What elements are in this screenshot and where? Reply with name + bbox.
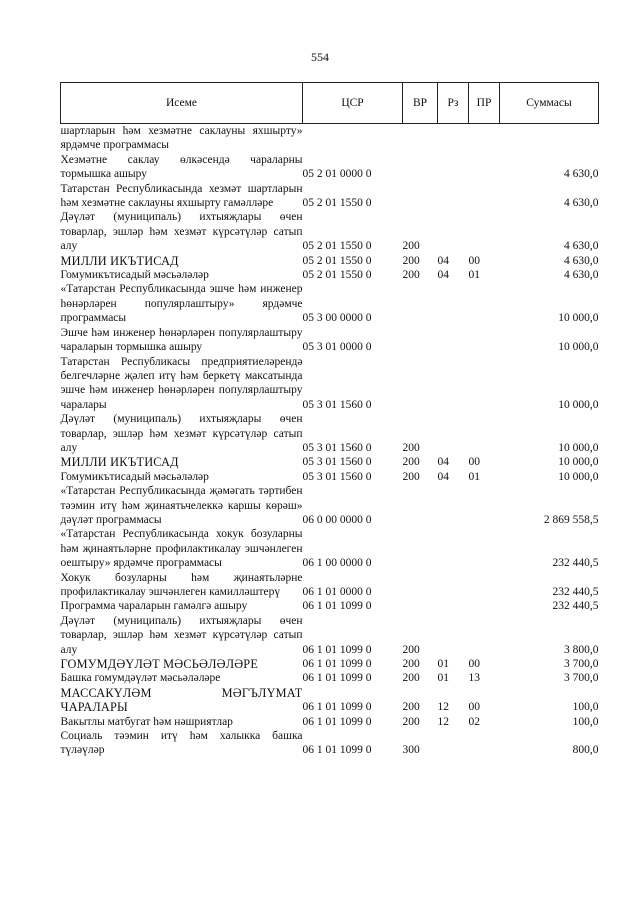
cell-vr [403,124,438,153]
cell-rz [438,729,469,758]
cell-sum: 800,0 [572,744,599,757]
table-row [61,614,599,657]
cell-vr [403,571,438,600]
cell-rz [438,484,469,527]
cell-rz [438,614,469,657]
cell-pr [469,326,500,355]
cell-pr [469,210,500,253]
cell-rz [438,153,469,182]
cell-rz [438,599,469,613]
cell-name: «Татарстан Республикасында җәмәгать тәртибен тәэмин итү һәм җинаятьчелеккә каршы көрәш» дәүләт программасы [60,485,303,526]
cell-vr: 200 [402,254,420,267]
cell-name: Дәүләт (муниципаль) ихтыяҗлары өчен товарлар, эшләр һәм хезмәт күрсәтүләр сатып алу [60,614,303,656]
table-row [61,153,599,182]
cell-csr: 05 2 01 1550 0 [302,197,372,210]
cell-csr: 05 3 01 1560 0 [302,470,372,483]
table-body [61,124,599,758]
cell-sum: 10 000,0 [558,312,599,325]
table-row [61,268,599,282]
cell-csr: 05 3 01 1560 0 [302,456,372,469]
table-row [61,729,599,758]
cell-sum: 232 440,5 [552,586,599,598]
cell-csr: 05 3 01 1560 0 [302,441,372,454]
cell-pr: 01 [468,269,480,282]
cell-pr: 00 [468,701,480,714]
cell-vr: 200 [402,441,420,454]
cell-pr: 13 [468,672,480,685]
cell-csr: 06 1 01 1099 0 [302,643,372,656]
cell-vr: 200 [402,470,420,483]
cell-sum: 3 700,0 [564,672,599,685]
cell-rz [438,210,469,253]
header-sum: Суммасы [500,83,599,124]
cell-vr [403,527,438,570]
cell-csr: 05 2 01 1550 0 [302,254,372,267]
cell-rz: 04 [437,254,449,267]
cell-name: МАССАКҮЛӘМ МӘГЪЛҮМАТ ЧАРАЛАРЫ [60,685,303,715]
table-row [61,210,599,253]
cell-pr [469,614,500,657]
page-number: 554 [311,50,329,64]
cell-vr [403,355,438,413]
cell-sum: 4 630,0 [564,197,599,210]
cell-name: Эшче һәм инженер һөнәрләрен популярлаштыру чараларын тормышка ашыру [60,326,303,354]
cell-csr: 05 3 01 1560 0 [302,398,372,411]
cell-name: Башка гомумдәүләт мәсьәләләре [60,672,221,685]
cell-sum: 4 630,0 [564,254,599,267]
cell-vr: 200 [402,715,420,728]
cell-name: МИЛЛИ ИКЪТИСАД [60,253,179,268]
cell-csr: 05 3 01 0000 0 [302,341,372,354]
cell-name: Дәүләт (муниципаль) ихтыяҗлары өчен товарлар, эшләр һәм хезмәт күрсәтүләр сатып алу [60,413,303,454]
cell-sum: 232 440,5 [552,557,599,570]
cell-csr: 06 1 00 0000 0 [302,557,372,570]
cell-name: Татарстан Республикасы предприятиеләрендә белгечләрне җәлеп итү һәм беркетү максатында эшче һәм инженер һөнәрләрен популярлаштыру чаралары [60,355,303,411]
cell-sum: 10 000,0 [558,398,599,411]
cell-csr: 06 1 01 1099 0 [302,701,372,714]
cell-rz [438,182,469,211]
cell-sum: 2 869 558,5 [543,513,599,526]
cell-pr [469,412,500,455]
header-rz: Рз [438,83,469,124]
cell-rz [438,326,469,355]
cell-pr [469,182,500,211]
cell-rz: 12 [437,715,449,728]
header-vr: ВР [403,83,438,124]
cell-vr [403,153,438,182]
cell-pr: 00 [468,254,480,267]
cell-name: Татарстан Республикасында хезмәт шартларын һәм хезмәтне саклауны яхшырту гамәлләре [60,182,303,210]
cell-rz: 01 [437,672,449,685]
cell-name: шартларын һәм хезмәтне саклауны яхшырту» ярдәмче программасы [60,125,303,152]
cell-sum: 3 700,0 [564,658,599,671]
table-row [61,282,599,325]
cell-csr: 06 1 01 0000 0 [302,586,372,598]
cell-sum: 4 630,0 [564,168,599,181]
cell-name: Социаль тәэмин итү һәм халыкка башка түләүләр [60,730,303,757]
table-row [61,484,599,527]
cell-vr [403,282,438,325]
cell-sum: 232 440,5 [552,600,599,613]
table-row [61,527,599,570]
cell-pr [469,282,500,325]
cell-vr [403,484,438,527]
table-row [61,671,599,685]
table-row [61,657,599,671]
cell-vr [403,599,438,613]
cell-pr: 00 [468,658,480,671]
cell-sum: 10 000,0 [558,441,599,454]
cell-rz [438,571,469,600]
cell-name: МИЛЛИ ИКЪТИСАД [60,455,179,470]
cell-vr: 200 [402,240,420,253]
cell-pr: 01 [468,470,480,483]
cell-sum [500,124,599,153]
cell-vr [403,326,438,355]
table-row [61,599,599,613]
cell-sum: 3 800,0 [564,643,599,656]
cell-sum: 100,0 [572,715,599,728]
cell-rz: 01 [437,658,449,671]
cell-vr: 200 [402,701,420,714]
cell-name: ГОМУМДӘҮЛӘТ МӘСЬӘЛӘЛӘРЕ [60,657,259,672]
cell-rz: 12 [437,701,449,714]
cell-csr: 06 1 01 1099 0 [302,744,372,757]
cell-csr: 06 1 01 1099 0 [302,658,372,671]
cell-rz: 04 [437,470,449,483]
cell-name: Хокук бозуларны һәм җинаятьләрне профилактикалау эшчәнлеген камилләштерү [60,571,303,598]
header-csr: ЦСР [303,83,403,124]
table-row [61,571,599,600]
cell-name: Дәүләт (муниципаль) ихтыяҗлары өчен товарлар, эшләр һәм хезмәт күрсәтүләр сатып алу [60,211,303,253]
cell-pr: 00 [468,456,480,469]
table-row [61,412,599,455]
cell-vr: 200 [402,672,420,685]
cell-pr [469,153,500,182]
cell-vr: 200 [402,269,420,282]
cell-rz [438,527,469,570]
table-row [61,182,599,211]
cell-csr: 05 2 01 1550 0 [302,240,372,253]
cell-name: Гомумикътисадый мәсьәләләр [60,269,209,282]
cell-pr [469,729,500,758]
table-row [61,355,599,413]
table-row [61,254,599,268]
cell-rz: 04 [437,269,449,282]
cell-name: Программа чараларын гамәлгә ашыру [60,600,248,613]
cell-name: Хезмәтне саклау өлкәсендә чараларны тормышка ашыру [60,153,303,181]
cell-csr: 05 2 01 0000 0 [302,168,372,181]
cell-pr [469,484,500,527]
cell-vr: 200 [402,456,420,469]
budget-table [60,82,599,758]
cell-rz: 04 [437,456,449,469]
cell-rz [438,412,469,455]
cell-name: «Татарстан Республикасында эшче һәм инженер һөнәрләрен популярлаштыру» ярдәмче программасы [60,283,303,325]
cell-sum: 10 000,0 [558,341,599,354]
table-row [61,686,599,715]
cell-vr: 200 [402,658,420,671]
cell-pr [469,599,500,613]
table-row [61,715,599,729]
cell-csr: 06 1 01 1099 0 [302,715,372,728]
cell-pr [469,355,500,413]
cell-rz [438,124,469,153]
cell-csr: 06 1 01 1099 0 [302,672,372,685]
cell-sum: 100,0 [572,701,599,714]
cell-csr: 05 2 01 1550 0 [302,269,372,282]
cell-rz [438,355,469,413]
table-row [61,455,599,469]
cell-csr: 06 1 01 1099 0 [302,600,372,613]
cell-name: Гомумикътисадый мәсьәләләр [60,470,209,483]
cell-csr [303,124,403,153]
cell-pr [469,527,500,570]
cell-sum: 4 630,0 [564,269,599,282]
cell-sum: 4 630,0 [564,240,599,253]
cell-pr [469,124,500,153]
table-header-row [61,83,599,124]
cell-pr: 02 [468,715,480,728]
cell-vr: 200 [402,643,420,656]
cell-csr: 06 0 00 0000 0 [302,513,372,526]
cell-sum: 10 000,0 [558,470,599,483]
cell-vr [403,182,438,211]
header-name: Исеме [61,83,303,124]
table-row [61,326,599,355]
table-row [61,470,599,484]
header-pr: ПР [469,83,500,124]
cell-name: Вакытлы матбугат һәм нәшриятлар [60,715,233,728]
cell-sum: 10 000,0 [558,456,599,469]
cell-name: «Татарстан Республикасында хокук бозуларны һәм җинаятьләрне профилактикалау эшчәнлеген оештыру» ярдәмче программасы [60,528,303,570]
cell-csr: 05 3 00 0000 0 [302,312,372,325]
cell-rz [438,282,469,325]
cell-vr: 300 [402,744,420,757]
cell-pr [469,571,500,600]
table-row [61,124,599,153]
